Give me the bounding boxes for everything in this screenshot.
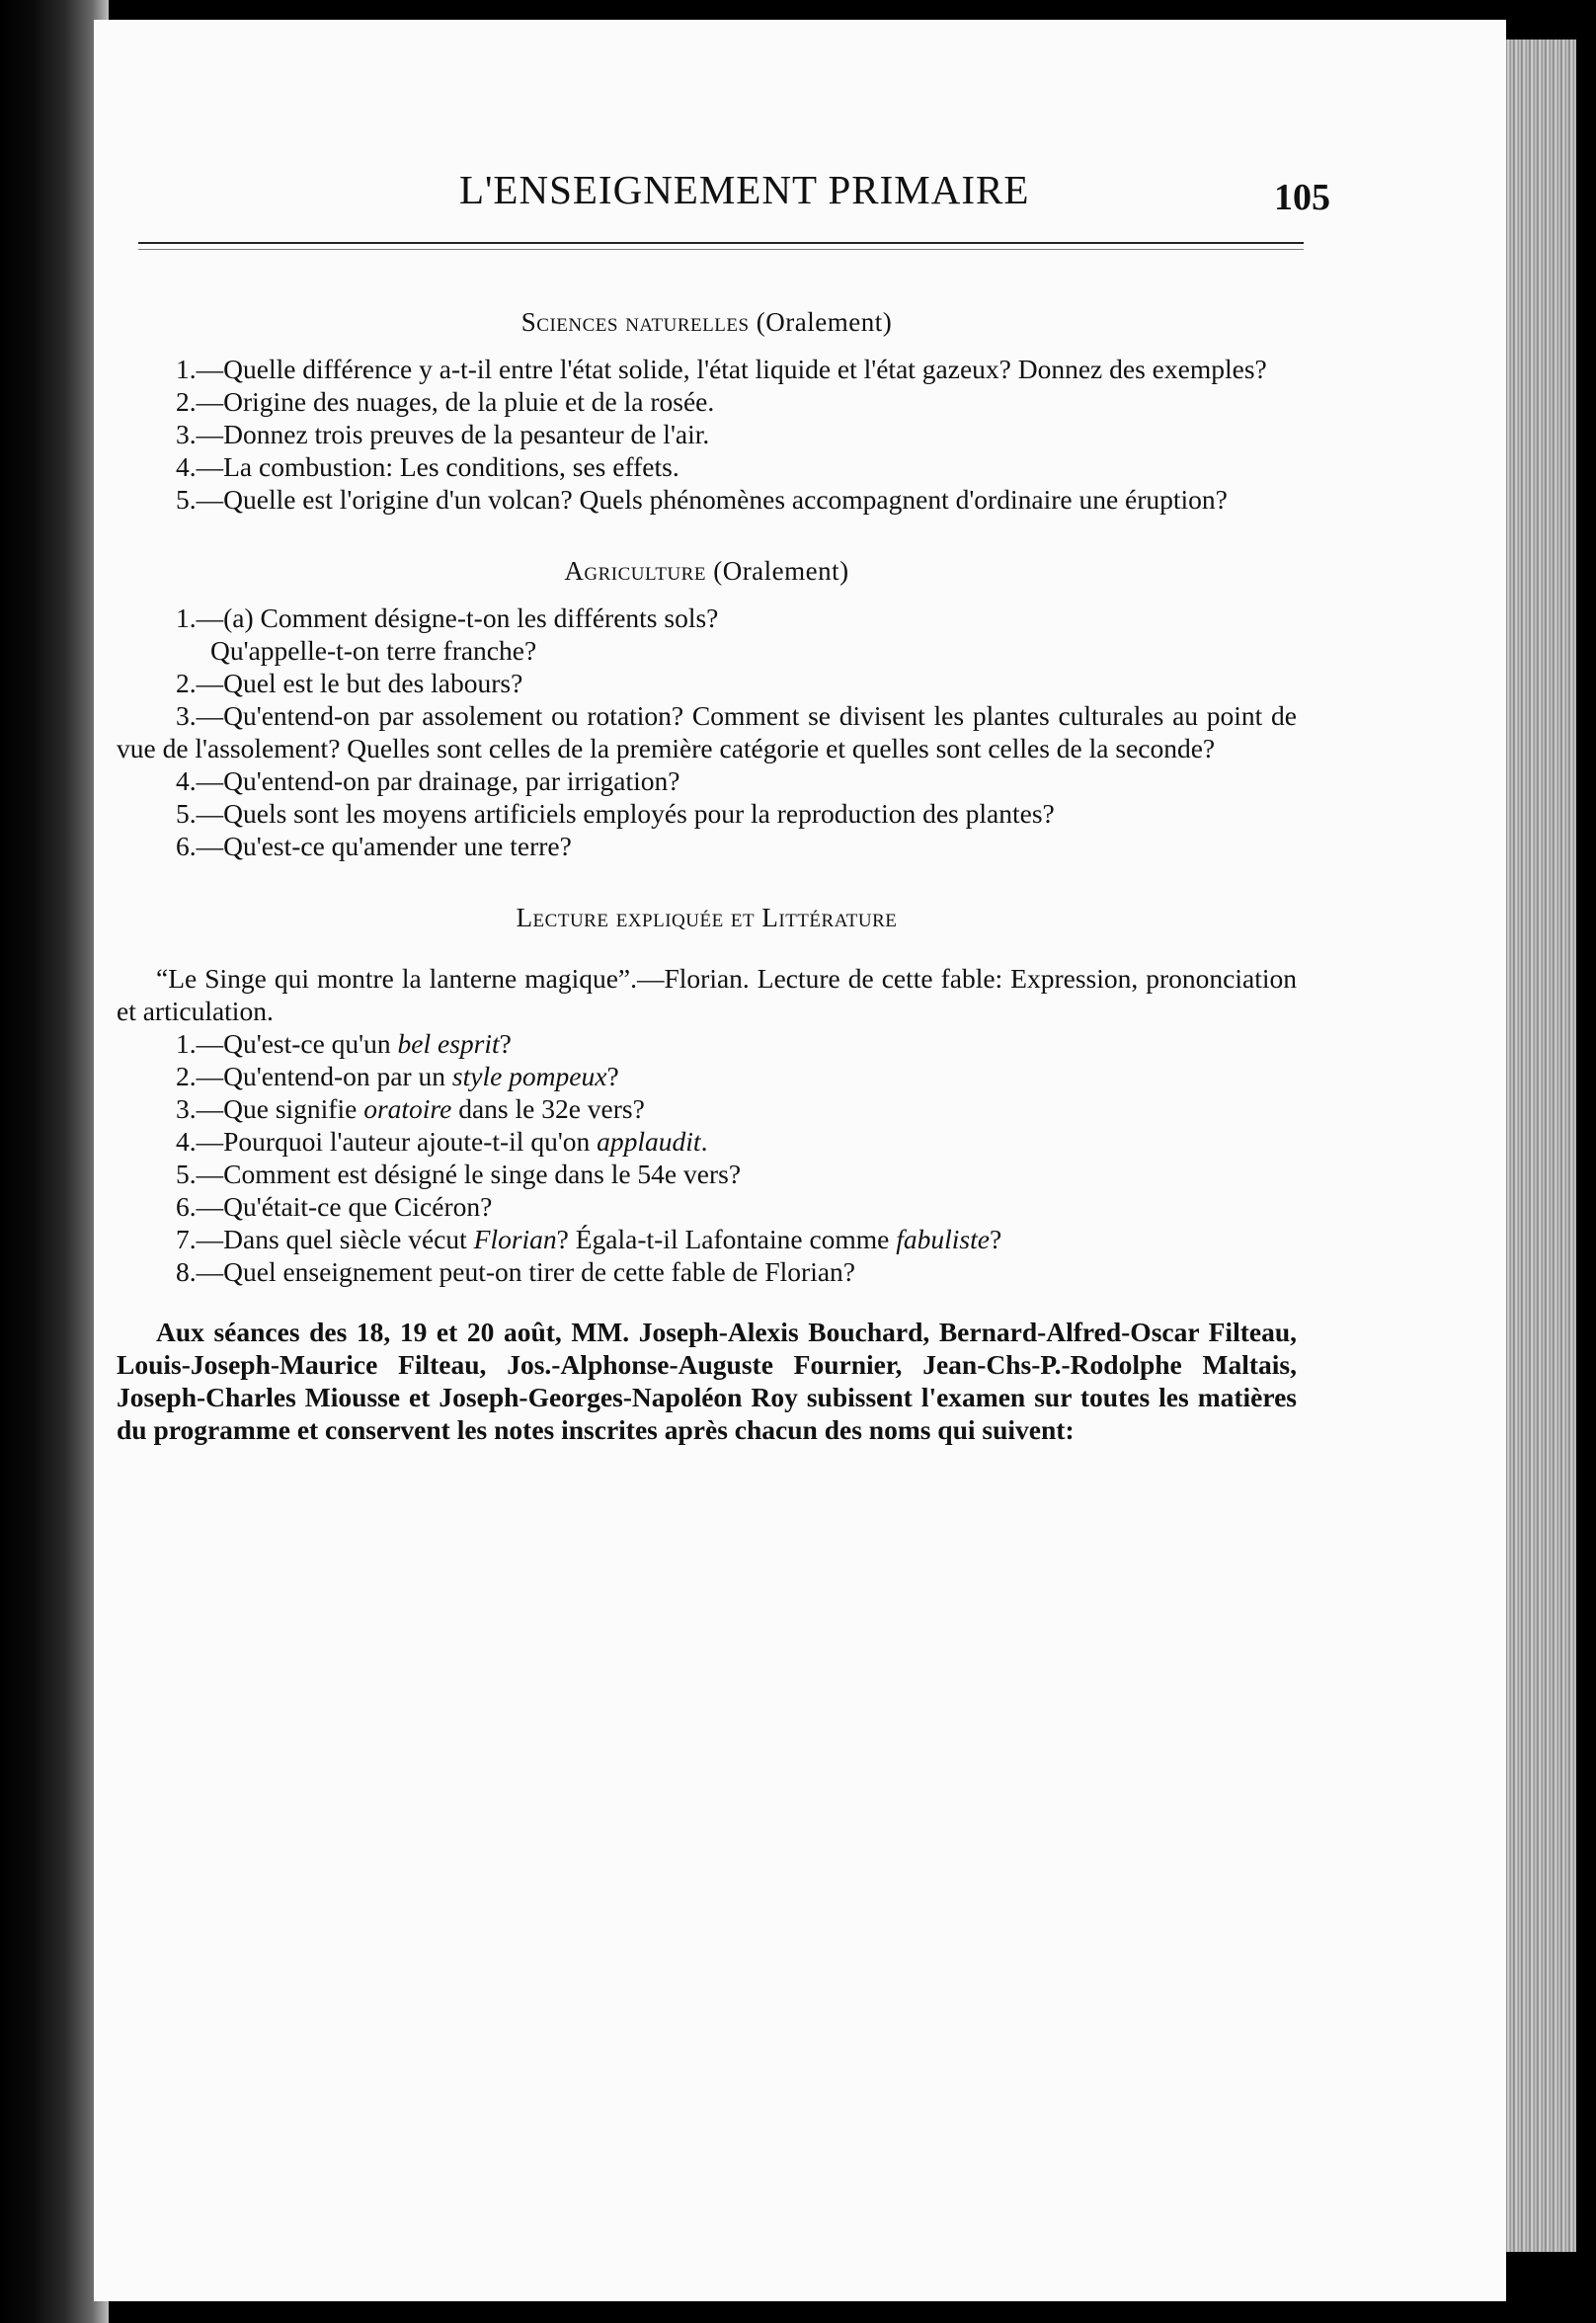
question-item: 1.—Qu'est-ce qu'un bel esprit? — [176, 1028, 512, 1059]
italic-term: oratoire — [363, 1093, 452, 1124]
book-binding-shadow — [0, 0, 109, 2323]
page-fore-edge — [1502, 40, 1596, 2252]
section-title-text: Sciences naturelles — [520, 307, 750, 337]
italic-term: applaudit — [597, 1126, 701, 1157]
header-rule — [138, 242, 1304, 244]
question-item: 5.—Quelle est l'origine d'un volcan? Quels phénomènes accompagnent d'ordinaire une éruption? — [176, 484, 1228, 515]
question-item: 4.—Pourquoi l'auteur ajoute-t-il qu'on applaudit. — [176, 1126, 708, 1157]
header-rule-thin — [138, 249, 1304, 250]
section-title-text: Agriculture — [564, 556, 706, 586]
section-title-agriculture — [117, 555, 1297, 588]
question-item: 1.—Quelle différence y a-t-il entre l'état solide, l'état liquide et l'état gazeux? Donnez des exemples? — [176, 354, 1267, 384]
question-item: 3.—Que signifie oratoire dans le 32e vers? — [176, 1093, 645, 1124]
question-item: 3.—Qu'entend-on par assolement ou rotation? Comment se divisent les plantes culturales au point de vue de l'assolement? Quelles sont celles de la première catégorie et quelles sont celles de la seconde? — [117, 700, 1297, 763]
section-title-text: Lecture expliquée et Littérature — [516, 903, 898, 932]
question-item: 8.—Quel enseignement peut-on tirer de cette fable de Florian? — [176, 1256, 855, 1287]
book-page — [94, 20, 1506, 2301]
question-item: 6.—Qu'était-ce que Cicéron? — [176, 1191, 493, 1222]
question-item: 2.—Origine des nuages, de la pluie et de la rosée. — [176, 386, 715, 417]
question-item: 2.—Qu'entend-on par un style pompeux? — [176, 1061, 619, 1091]
italic-term: style pompeux — [451, 1061, 607, 1091]
question-item: 5.—Quels sont les moyens artificiels employés pour la reproduction des plantes? — [176, 798, 1055, 829]
question-item: 7.—Dans quel siècle vécut Florian? Égala-t-il Lafontaine comme fabuliste? — [176, 1224, 1002, 1254]
running-title: L'ENSEIGNEMENT PRIMAIRE — [459, 167, 1030, 212]
question-item: 2.—Quel est le but des labours? — [176, 668, 523, 698]
italic-term: fabuliste — [896, 1224, 990, 1254]
question-subitem: Qu'appelle-t-on terre franche? — [210, 635, 537, 666]
page-number: 105 — [1274, 177, 1330, 218]
section-title-paren: (Oralement) — [713, 556, 849, 586]
question-item: 4.—Qu'entend-on par drainage, par irrigation? — [176, 765, 680, 796]
page-body — [117, 306, 1297, 1446]
section-title-sciences — [117, 306, 1297, 339]
question-item: 3.—Donnez trois preuves de la pesanteur de l'air. — [176, 419, 710, 449]
reading-intro: “Le Singe qui montre la lanterne magique”.—Florian. Lecture de cette fable: Expression, prononciation et articulation. — [117, 963, 1297, 1026]
italic-term: bel esprit — [397, 1028, 500, 1059]
section-title-paren: (Oralement) — [756, 307, 893, 337]
question-item: 4.—La combustion: Les conditions, ses effets. — [176, 451, 679, 482]
italic-term: Florian — [473, 1224, 557, 1254]
question-item: 1.—(a) Comment désigne-t-on les différents sols? — [176, 602, 719, 633]
question-item: 6.—Qu'est-ce qu'amender une terre? — [176, 831, 572, 861]
page-header — [119, 166, 1402, 225]
closing-paragraph: Aux séances des 18, 19 et 20 août, MM. Joseph-Alexis Bouchard, Bernard-Alfred-Oscar Filteau, Louis-Joseph-Maurice Filteau, Jos.-Alphonse-Auguste Fournier, Jean-Chs-P.-Rodolphe Maltais, Joseph-Charles Miousse et Joseph-Georges-Napoléon Roy subissent l'examen sur toutes les matières du programme et conservent les notes inscrites après chacun des noms qui suivent: — [117, 1317, 1297, 1445]
section-title-lecture — [117, 902, 1297, 934]
question-item: 5.—Comment est désigné le singe dans le 54e vers? — [176, 1159, 742, 1189]
